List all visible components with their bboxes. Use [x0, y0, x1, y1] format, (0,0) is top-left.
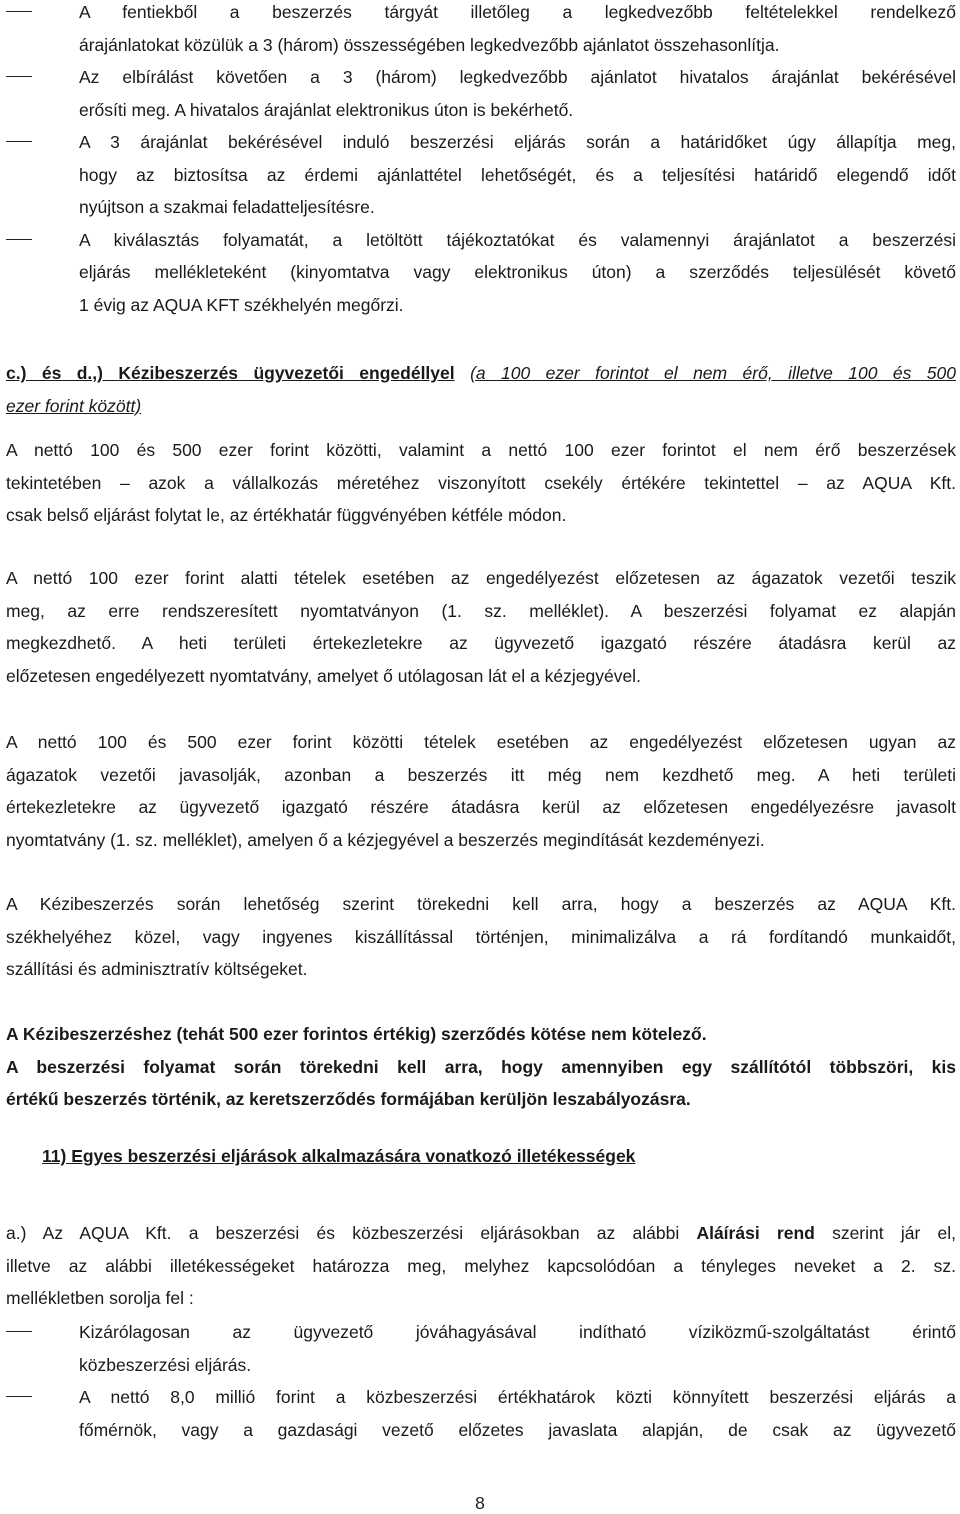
bullet-line: Az elbírálást követően a 3 (három) legkedvezőbb ajánlatot hivatalos árajánlat bekérésével [79, 67, 956, 87]
paragraph-line: A nettó 100 és 500 ezer forint közötti, valamint a nettó 100 ezer forintot el nem érő beszerzések [6, 440, 956, 460]
paragraph-line: A Kézibeszerzés során lehetőség szerint törekedni kell arra, hogy a beszerzés az AQUA Kft. [6, 894, 956, 914]
paragraph-line: előzetesen engedélyezett nyomtatvány, amelyet ő utólagosan lát el a kézjegyével. [6, 665, 641, 686]
bullet-line: főmérnök, vagy a gazdasági vezető előzetes javaslata alapján, de csak az ügyvezető [79, 1419, 956, 1440]
paragraph [6, 434, 956, 532]
paragraph-line: ágazatok vezetői javasolják, azonban a beszerzés itt még nem kezdhető meg. A heti területi [6, 764, 956, 785]
section-title: 11) Egyes beszerzési eljárások alkalmazására vonatkozó illetékességek [42, 1146, 636, 1166]
heading-italic: (a 100 ezer forintot el nem érő, illetve 100 és 500 [470, 363, 956, 383]
paragraph [6, 562, 956, 692]
paragraph-line: A nettó 100 és 500 ezer forint közötti tételek esetében az engedélyezést előzetesen ugyan az [6, 732, 956, 752]
bold-line: értékű beszerzés történik, az keretszerződés formájában kerüljön leszabályozásra. [6, 1089, 691, 1109]
dash-bullet-icon [6, 141, 32, 142]
paragraph-line: szállítási és adminisztratív költségeket. [6, 959, 308, 979]
paragraph-line [6, 1217, 956, 1250]
bold-notice [6, 1018, 956, 1116]
heading-italic: ezer forint között) [6, 395, 142, 416]
paragraph-line: mellékletben sorolja fel : [6, 1288, 194, 1308]
heading-bold: c.) és d.,) Kézibeszerzés ügyvezetői engedéllyel [6, 363, 455, 383]
paragraph-line: értekezletekre az ügyvezető igazgató részére átadásra kerül az előzetesen engedélyezésre javasolt [6, 797, 956, 817]
bullet-item [6, 1381, 956, 1446]
paragraph-line: csak belső eljárást folytat le, az értékhatár függvényében kétféle módon. [6, 505, 567, 525]
section-heading-cd [6, 357, 956, 422]
bullet-line: hogy az biztosítsa az érdemi ajánlattétel lehetőségét, és a teljesítési határidő elegendő időt [79, 164, 956, 185]
section-11-heading [42, 1140, 960, 1173]
paragraph-line: nyomtatvány (1. sz. melléklet), amelyen ő a kézjegyével a beszerzés megindítását kezdeményezi. [6, 829, 765, 850]
text-run: szerint jár el, [814, 1223, 956, 1243]
bullet-item [6, 126, 956, 224]
bullet-line: eljárás mellékleteként (kinyomtatva vagy elektronikus úton) a szerződés teljesülését követő [79, 262, 956, 282]
bullet-item [6, 1316, 956, 1381]
bullet-line: A 3 árajánlat bekérésével induló beszerzési eljárás során a határidőket úgy állapítja meg, [79, 132, 956, 152]
bullet-line: árajánlatokat közülük a 3 (három) összességében legkedvezőbb ajánlatot összehasonlítja. [79, 34, 780, 55]
bullet-line: Kizárólagosan az ügyvezető jóváhagyásával indítható víziközmű-szolgáltatást érintő [79, 1322, 956, 1342]
heading-line [6, 390, 956, 423]
bold-line: A beszerzési folyamat során törekedni kell arra, hogy amennyiben egy szállítótól többszöri, kis [6, 1056, 956, 1077]
paragraph-line: székhelyéhez közel, vagy ingyenes kiszállítással történjen, minimalizálva a rá fordítandó munkaidőt, [6, 926, 956, 947]
heading-line [6, 357, 956, 390]
bullet-line: nyújtson a szakmai feladatteljesítésre. [79, 197, 375, 217]
bullet-item [6, 61, 956, 126]
paragraph-line: megkezdhető. A heti területi értekezletekre az ügyvezető igazgató részére átadásra kerül az [6, 633, 956, 653]
bold-line: A Kézibeszerzéshez (tehát 500 ezer forintos értékig) szerződés kötése nem kötelező. [6, 1024, 707, 1044]
bullet-list-bottom [6, 1316, 956, 1446]
bullet-item [6, 224, 956, 322]
dash-bullet-icon [6, 239, 32, 240]
page-number: 8 [475, 1493, 485, 1513]
bullet-list-top [6, 0, 956, 321]
dash-bullet-icon [6, 1396, 32, 1397]
dash-bullet-icon [6, 1331, 32, 1332]
bullet-line: 1 évig az AQUA KFT székhelyén megőrzi. [79, 294, 404, 315]
paragraph-line: A nettó 100 ezer forint alatti tételek esetében az engedélyezést előzetesen az ágazatok vezetői teszik [6, 568, 956, 588]
bullet-line: A kiválasztás folyamatát, a letöltött tájékoztatókat és valamennyi árajánlatot a beszerzési [79, 229, 956, 250]
paragraph-line: illetve az alábbi illetékességeket határozza meg, melyhez kapcsolódóan a tényleges neveket a 2. sz. [6, 1255, 956, 1276]
bullet-line: erősíti meg. A hivatalos árajánlat elektronikus úton is bekérhető. [79, 99, 574, 120]
text-run: a.) Az AQUA Kft. a beszerzési és közbeszerzési eljárásokban az alábbi [6, 1223, 697, 1243]
paragraph-line: meg, az erre rendszeresített nyomtatványon (1. sz. melléklet). A beszerzési folyamat ez alapján [6, 600, 956, 621]
bullet-line: közbeszerzési eljárás. [79, 1354, 252, 1375]
paragraph [6, 726, 956, 856]
dash-bullet-icon [6, 11, 32, 12]
bullet-line: A fentiekből a beszerzés tárgyát illetőleg a legkedvezőbb feltételekkel rendelkező [79, 2, 956, 22]
paragraph [6, 888, 956, 986]
text-run-bold: Aláírási rend [696, 1223, 815, 1243]
paragraph-line: tekintetében – azok a vállalkozás méretéhez viszonyított csekély értékére tekintettel – az AQUA Kft. [6, 472, 956, 493]
bullet-item [6, 0, 956, 61]
paragraph-a [6, 1217, 956, 1315]
bullet-line: A nettó 8,0 millió forint a közbeszerzési értékhatárok közti könnyített beszerzési eljárás a [79, 1387, 956, 1407]
dash-bullet-icon [6, 76, 32, 77]
